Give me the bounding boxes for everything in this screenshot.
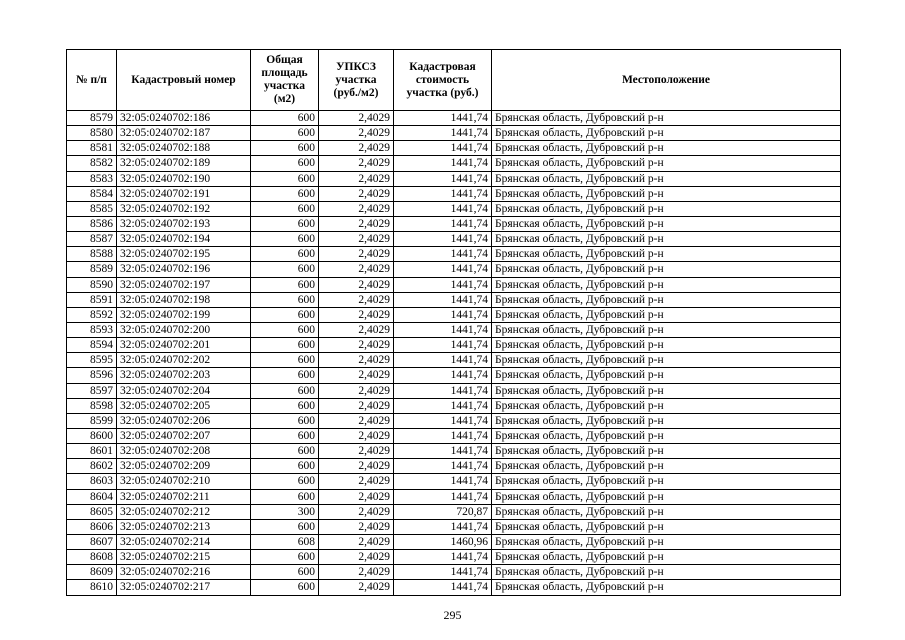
cell-cadastral-value: 1441,74 (394, 232, 492, 247)
cell-cadastral-value: 1441,74 (394, 262, 492, 277)
table-row (67, 459, 841, 474)
cell-num: 8610 (67, 580, 117, 595)
cell-upksz: 2,4029 (319, 111, 394, 126)
cell-cadastral-number: 32:05:0240702:197 (117, 277, 251, 292)
table-row (67, 186, 841, 201)
cell-cadastral-number: 32:05:0240702:196 (117, 262, 251, 277)
cell-num: 8602 (67, 459, 117, 474)
table-row (67, 565, 841, 580)
cell-cadastral-value: 1441,74 (394, 413, 492, 428)
cell-cadastral-value: 1441,74 (394, 111, 492, 126)
cell-cadastral-value: 1441,74 (394, 216, 492, 231)
cell-cadastral-value: 1441,74 (394, 474, 492, 489)
cell-num: 8591 (67, 292, 117, 307)
table-row (67, 428, 841, 443)
page-number: 295 (443, 608, 462, 622)
cell-cadastral-number: 32:05:0240702:188 (117, 141, 251, 156)
cell-cadastral-value: 1441,74 (394, 428, 492, 443)
cell-location: Брянская область, Дубровский р-н (492, 201, 841, 216)
cell-cadastral-number: 32:05:0240702:187 (117, 126, 251, 141)
cell-num: 8598 (67, 398, 117, 413)
cell-num: 8589 (67, 262, 117, 277)
cell-upksz: 2,4029 (319, 322, 394, 337)
table-row (67, 126, 841, 141)
cell-upksz: 2,4029 (319, 534, 394, 549)
cell-cadastral-value: 1441,74 (394, 550, 492, 565)
cell-upksz: 2,4029 (319, 444, 394, 459)
cell-cadastral-value: 1441,74 (394, 141, 492, 156)
cell-num: 8608 (67, 550, 117, 565)
cell-cadastral-number: 32:05:0240702:210 (117, 474, 251, 489)
cell-upksz: 2,4029 (319, 156, 394, 171)
cell-upksz: 2,4029 (319, 504, 394, 519)
cell-location: Брянская область, Дубровский р-н (492, 383, 841, 398)
cell-area: 600 (251, 580, 319, 595)
cell-num: 8597 (67, 383, 117, 398)
header-cadastral-number: Кадастровый номер (117, 50, 251, 111)
cell-area: 600 (251, 383, 319, 398)
cell-upksz: 2,4029 (319, 171, 394, 186)
cell-location: Брянская область, Дубровский р-н (492, 216, 841, 231)
cell-num: 8583 (67, 171, 117, 186)
cell-cadastral-number: 32:05:0240702:195 (117, 247, 251, 262)
table-row (67, 141, 841, 156)
cell-location: Брянская область, Дубровский р-н (492, 428, 841, 443)
cell-upksz: 2,4029 (319, 126, 394, 141)
cell-cadastral-number: 32:05:0240702:216 (117, 565, 251, 580)
cell-location: Брянская область, Дубровский р-н (492, 126, 841, 141)
cell-cadastral-value: 720,87 (394, 504, 492, 519)
cell-cadastral-number: 32:05:0240702:190 (117, 171, 251, 186)
cell-num: 8607 (67, 534, 117, 549)
cell-cadastral-number: 32:05:0240702:203 (117, 368, 251, 383)
cell-location: Брянская область, Дубровский р-н (492, 565, 841, 580)
cell-area: 600 (251, 111, 319, 126)
cell-num: 8580 (67, 126, 117, 141)
table-row (67, 489, 841, 504)
table-row (67, 262, 841, 277)
cell-cadastral-number: 32:05:0240702:213 (117, 519, 251, 534)
cell-area: 600 (251, 322, 319, 337)
cell-location: Брянская область, Дубровский р-н (492, 277, 841, 292)
cell-cadastral-value: 1441,74 (394, 444, 492, 459)
cell-upksz: 2,4029 (319, 353, 394, 368)
cell-area: 600 (251, 519, 319, 534)
table-row (67, 111, 841, 126)
cell-num: 8596 (67, 368, 117, 383)
cell-num: 8587 (67, 232, 117, 247)
cell-upksz: 2,4029 (319, 428, 394, 443)
cell-area: 600 (251, 413, 319, 428)
cell-location: Брянская область, Дубровский р-н (492, 580, 841, 595)
cell-cadastral-number: 32:05:0240702:204 (117, 383, 251, 398)
cell-cadastral-number: 32:05:0240702:206 (117, 413, 251, 428)
cell-location: Брянская область, Дубровский р-н (492, 398, 841, 413)
cell-upksz: 2,4029 (319, 489, 394, 504)
cell-num: 8609 (67, 565, 117, 580)
cell-cadastral-value: 1441,74 (394, 383, 492, 398)
cell-cadastral-number: 32:05:0240702:202 (117, 353, 251, 368)
header-location: Местоположение (492, 50, 841, 111)
cell-area: 600 (251, 307, 319, 322)
cell-num: 8606 (67, 519, 117, 534)
cell-location: Брянская область, Дубровский р-н (492, 534, 841, 549)
cell-upksz: 2,4029 (319, 277, 394, 292)
cell-location: Брянская область, Дубровский р-н (492, 247, 841, 262)
cell-cadastral-value: 1441,74 (394, 307, 492, 322)
cell-upksz: 2,4029 (319, 565, 394, 580)
cell-num: 8581 (67, 141, 117, 156)
cell-location: Брянская область, Дубровский р-н (492, 338, 841, 353)
cell-cadastral-number: 32:05:0240702:200 (117, 322, 251, 337)
cell-num: 8604 (67, 489, 117, 504)
cell-area: 600 (251, 292, 319, 307)
cell-num: 8605 (67, 504, 117, 519)
table-row (67, 444, 841, 459)
cell-location: Брянская область, Дубровский р-н (492, 459, 841, 474)
cell-cadastral-value: 1441,74 (394, 186, 492, 201)
cell-location: Брянская область, Дубровский р-н (492, 186, 841, 201)
cell-location: Брянская область, Дубровский р-н (492, 489, 841, 504)
cell-num: 8599 (67, 413, 117, 428)
cell-location: Брянская область, Дубровский р-н (492, 519, 841, 534)
cell-cadastral-value: 1441,74 (394, 519, 492, 534)
cell-location: Брянская область, Дубровский р-н (492, 156, 841, 171)
cell-location: Брянская область, Дубровский р-н (492, 474, 841, 489)
cell-upksz: 2,4029 (319, 262, 394, 277)
cell-upksz: 2,4029 (319, 141, 394, 156)
cell-upksz: 2,4029 (319, 413, 394, 428)
cell-area: 600 (251, 156, 319, 171)
table-row (67, 171, 841, 186)
cell-area: 600 (251, 459, 319, 474)
cell-cadastral-number: 32:05:0240702:186 (117, 111, 251, 126)
cell-cadastral-number: 32:05:0240702:207 (117, 428, 251, 443)
cell-area: 600 (251, 247, 319, 262)
table-body (67, 111, 841, 596)
table-row (67, 216, 841, 231)
table-row (67, 474, 841, 489)
cell-cadastral-number: 32:05:0240702:205 (117, 398, 251, 413)
cell-area: 600 (251, 186, 319, 201)
table-header-row (67, 50, 841, 111)
cell-cadastral-number: 32:05:0240702:198 (117, 292, 251, 307)
table-row (67, 550, 841, 565)
table-row (67, 156, 841, 171)
table-row (67, 368, 841, 383)
table-row (67, 534, 841, 549)
table-row (67, 353, 841, 368)
cell-area: 600 (251, 428, 319, 443)
table-row (67, 580, 841, 595)
cell-area: 300 (251, 504, 319, 519)
cell-cadastral-number: 32:05:0240702:201 (117, 338, 251, 353)
cadastral-table (66, 49, 841, 596)
cell-location: Брянская область, Дубровский р-н (492, 292, 841, 307)
cell-num: 8603 (67, 474, 117, 489)
table-row (67, 413, 841, 428)
cell-num: 8600 (67, 428, 117, 443)
cell-cadastral-value: 1441,74 (394, 565, 492, 580)
cell-cadastral-number: 32:05:0240702:215 (117, 550, 251, 565)
cell-cadastral-value: 1441,74 (394, 580, 492, 595)
table-row (67, 398, 841, 413)
cell-cadastral-value: 1441,74 (394, 398, 492, 413)
table-row (67, 383, 841, 398)
cell-cadastral-value: 1441,74 (394, 171, 492, 186)
cell-upksz: 2,4029 (319, 398, 394, 413)
table-row (67, 201, 841, 216)
cell-cadastral-value: 1460,96 (394, 534, 492, 549)
cell-upksz: 2,4029 (319, 292, 394, 307)
cell-area: 600 (251, 171, 319, 186)
table-row (67, 277, 841, 292)
cell-cadastral-value: 1441,74 (394, 338, 492, 353)
cell-cadastral-number: 32:05:0240702:194 (117, 232, 251, 247)
cell-upksz: 2,4029 (319, 519, 394, 534)
cell-location: Брянская область, Дубровский р-н (492, 111, 841, 126)
cell-cadastral-number: 32:05:0240702:212 (117, 504, 251, 519)
cell-cadastral-value: 1441,74 (394, 277, 492, 292)
cell-area: 600 (251, 216, 319, 231)
cell-upksz: 2,4029 (319, 338, 394, 353)
cell-cadastral-number: 32:05:0240702:214 (117, 534, 251, 549)
cell-cadastral-number: 32:05:0240702:217 (117, 580, 251, 595)
cell-upksz: 2,4029 (319, 201, 394, 216)
cell-cadastral-number: 32:05:0240702:193 (117, 216, 251, 231)
cell-location: Брянская область, Дубровский р-н (492, 444, 841, 459)
cell-cadastral-value: 1441,74 (394, 459, 492, 474)
cell-area: 600 (251, 232, 319, 247)
header-upksz: УПКСЗ участка (руб./м2) (319, 50, 394, 111)
cell-num: 8595 (67, 353, 117, 368)
cell-upksz: 2,4029 (319, 232, 394, 247)
table-row (67, 292, 841, 307)
cell-area: 600 (251, 565, 319, 580)
cell-location: Брянская область, Дубровский р-н (492, 171, 841, 186)
cell-location: Брянская область, Дубровский р-н (492, 307, 841, 322)
cell-num: 8585 (67, 201, 117, 216)
cell-cadastral-value: 1441,74 (394, 353, 492, 368)
cell-location: Брянская область, Дубровский р-н (492, 262, 841, 277)
cell-num: 8588 (67, 247, 117, 262)
cell-num: 8579 (67, 111, 117, 126)
cell-upksz: 2,4029 (319, 247, 394, 262)
cell-area: 600 (251, 398, 319, 413)
cell-location: Брянская область, Дубровский р-н (492, 232, 841, 247)
cell-cadastral-value: 1441,74 (394, 201, 492, 216)
cell-cadastral-value: 1441,74 (394, 156, 492, 171)
cell-area: 600 (251, 353, 319, 368)
cell-cadastral-value: 1441,74 (394, 489, 492, 504)
header-cadastral-value: Кадастровая стоимость участка (руб.) (394, 50, 492, 111)
cell-upksz: 2,4029 (319, 550, 394, 565)
table-row (67, 232, 841, 247)
table-row (67, 338, 841, 353)
cell-location: Брянская область, Дубровский р-н (492, 368, 841, 383)
cell-location: Брянская область, Дубровский р-н (492, 413, 841, 428)
cell-area: 608 (251, 534, 319, 549)
cell-location: Брянская область, Дубровский р-н (492, 353, 841, 368)
cell-area: 600 (251, 126, 319, 141)
cell-location: Брянская область, Дубровский р-н (492, 550, 841, 565)
cell-cadastral-number: 32:05:0240702:199 (117, 307, 251, 322)
cell-area: 600 (251, 277, 319, 292)
cell-area: 600 (251, 444, 319, 459)
cell-location: Брянская область, Дубровский р-н (492, 141, 841, 156)
cell-location: Брянская область, Дубровский р-н (492, 504, 841, 519)
cell-cadastral-number: 32:05:0240702:192 (117, 201, 251, 216)
cell-upksz: 2,4029 (319, 459, 394, 474)
cell-area: 600 (251, 474, 319, 489)
cell-cadastral-number: 32:05:0240702:208 (117, 444, 251, 459)
cell-upksz: 2,4029 (319, 368, 394, 383)
header-area: Общая площадь участка (м2) (251, 50, 319, 111)
cell-cadastral-number: 32:05:0240702:209 (117, 459, 251, 474)
cell-area: 600 (251, 338, 319, 353)
cell-area: 600 (251, 368, 319, 383)
cell-num: 8601 (67, 444, 117, 459)
cell-cadastral-value: 1441,74 (394, 322, 492, 337)
cell-num: 8594 (67, 338, 117, 353)
cell-upksz: 2,4029 (319, 307, 394, 322)
cell-num: 8592 (67, 307, 117, 322)
cell-location: Брянская область, Дубровский р-н (492, 322, 841, 337)
cell-cadastral-value: 1441,74 (394, 368, 492, 383)
cell-num: 8590 (67, 277, 117, 292)
cell-area: 600 (251, 201, 319, 216)
table-row (67, 504, 841, 519)
cell-upksz: 2,4029 (319, 186, 394, 201)
cell-upksz: 2,4029 (319, 580, 394, 595)
cell-cadastral-number: 32:05:0240702:191 (117, 186, 251, 201)
cell-upksz: 2,4029 (319, 383, 394, 398)
cell-upksz: 2,4029 (319, 474, 394, 489)
cell-area: 600 (251, 262, 319, 277)
cell-cadastral-number: 32:05:0240702:211 (117, 489, 251, 504)
cell-cadastral-value: 1441,74 (394, 126, 492, 141)
cell-num: 8593 (67, 322, 117, 337)
cell-cadastral-value: 1441,74 (394, 292, 492, 307)
cell-upksz: 2,4029 (319, 216, 394, 231)
cell-area: 600 (251, 550, 319, 565)
cell-cadastral-number: 32:05:0240702:189 (117, 156, 251, 171)
table-row (67, 307, 841, 322)
table-row (67, 519, 841, 534)
cell-area: 600 (251, 141, 319, 156)
table-row (67, 322, 841, 337)
cell-num: 8582 (67, 156, 117, 171)
cell-num: 8584 (67, 186, 117, 201)
cell-cadastral-value: 1441,74 (394, 247, 492, 262)
cell-area: 600 (251, 489, 319, 504)
table-row (67, 247, 841, 262)
header-num: № п/п (67, 50, 117, 111)
cell-num: 8586 (67, 216, 117, 231)
